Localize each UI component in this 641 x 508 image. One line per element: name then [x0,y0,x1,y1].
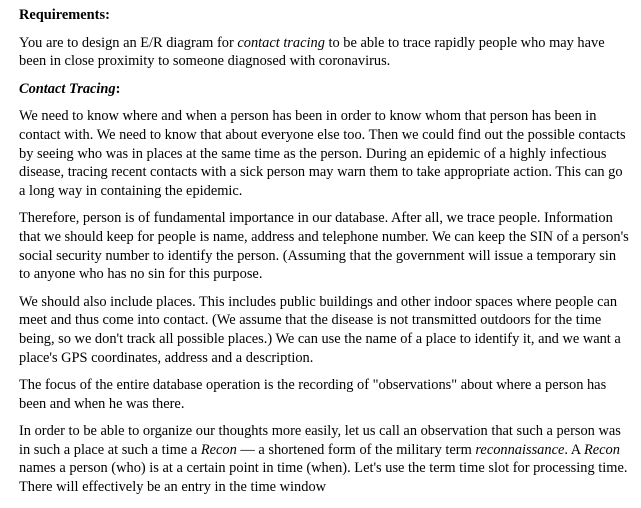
paragraph-where-and-when: We need to know where and when a person has been in order to know whom that person has been in contact with. We need to know that about everyone else too. Then we could find out the possible contacts by seeing who was in places at the same time as the person. During an epidemic of a highly infectious disease, tracing recent contacts with a sick person may warn them to take appropriate action. This can go a long way in containing the epidemic. [19,108,626,199]
recon-text-1: In order to be able to organize our thoughts more easily, let us call an observation that such a person was in such a place at such a time a [19,423,621,458]
document-body [19,2,629,497]
recon-term-1: Recon [200,441,237,458]
contact-tracing-heading [19,80,629,99]
requirements-heading: Requirements: [19,7,110,23]
requirements-text-end: to be able to trace rapidly people who may have been in close proximity to someone diagnosed with coronavirus. [19,34,605,70]
recon-text-3: . A [564,441,584,458]
requirements-paragraph [19,34,629,71]
recon-text-2: — a shortened form of the military term [236,441,476,458]
paragraph-person: Therefore, person is of fundamental importance in our database. After all, we trace people. Information that we should keep for people is name, address and telephone number. We can keep the SIN of a person's social security number to identify the person. (Assuming that the government will issue a temporary sin to anyone who has no sin for this purpose. [19,210,629,283]
reconnaissance-term: reconnaissance [475,441,565,458]
recon-term-2: Recon [583,441,620,458]
recon-text-4: names a person (who) is at a certain point in time (when). Let's use the term time slot for processing time. There will effectively be an entry in the time window [19,460,628,496]
paragraph-observations: The focus of the entire database operation is the recording of "observations" about where a person has been and when he was there. [19,377,607,412]
requirements-text-start: You are to design an E/R diagram for [19,34,238,51]
contact-tracing-emphasis: contact tracing [237,34,325,51]
paragraph-places: We should also include places. This includes public buildings and other indoor spaces where people can meet and thus come into contact. (We assume that the disease is not transmitted outdoors for the time being, so we don't track all possible places.) We can use the name of a place to identify it, and we want a place's GPS coordinates, address and a description. [19,293,621,366]
contact-tracing-heading-text: Contact Tracing [19,80,116,97]
paragraph-recon [19,422,629,496]
contact-tracing-heading-colon: : [115,80,121,97]
